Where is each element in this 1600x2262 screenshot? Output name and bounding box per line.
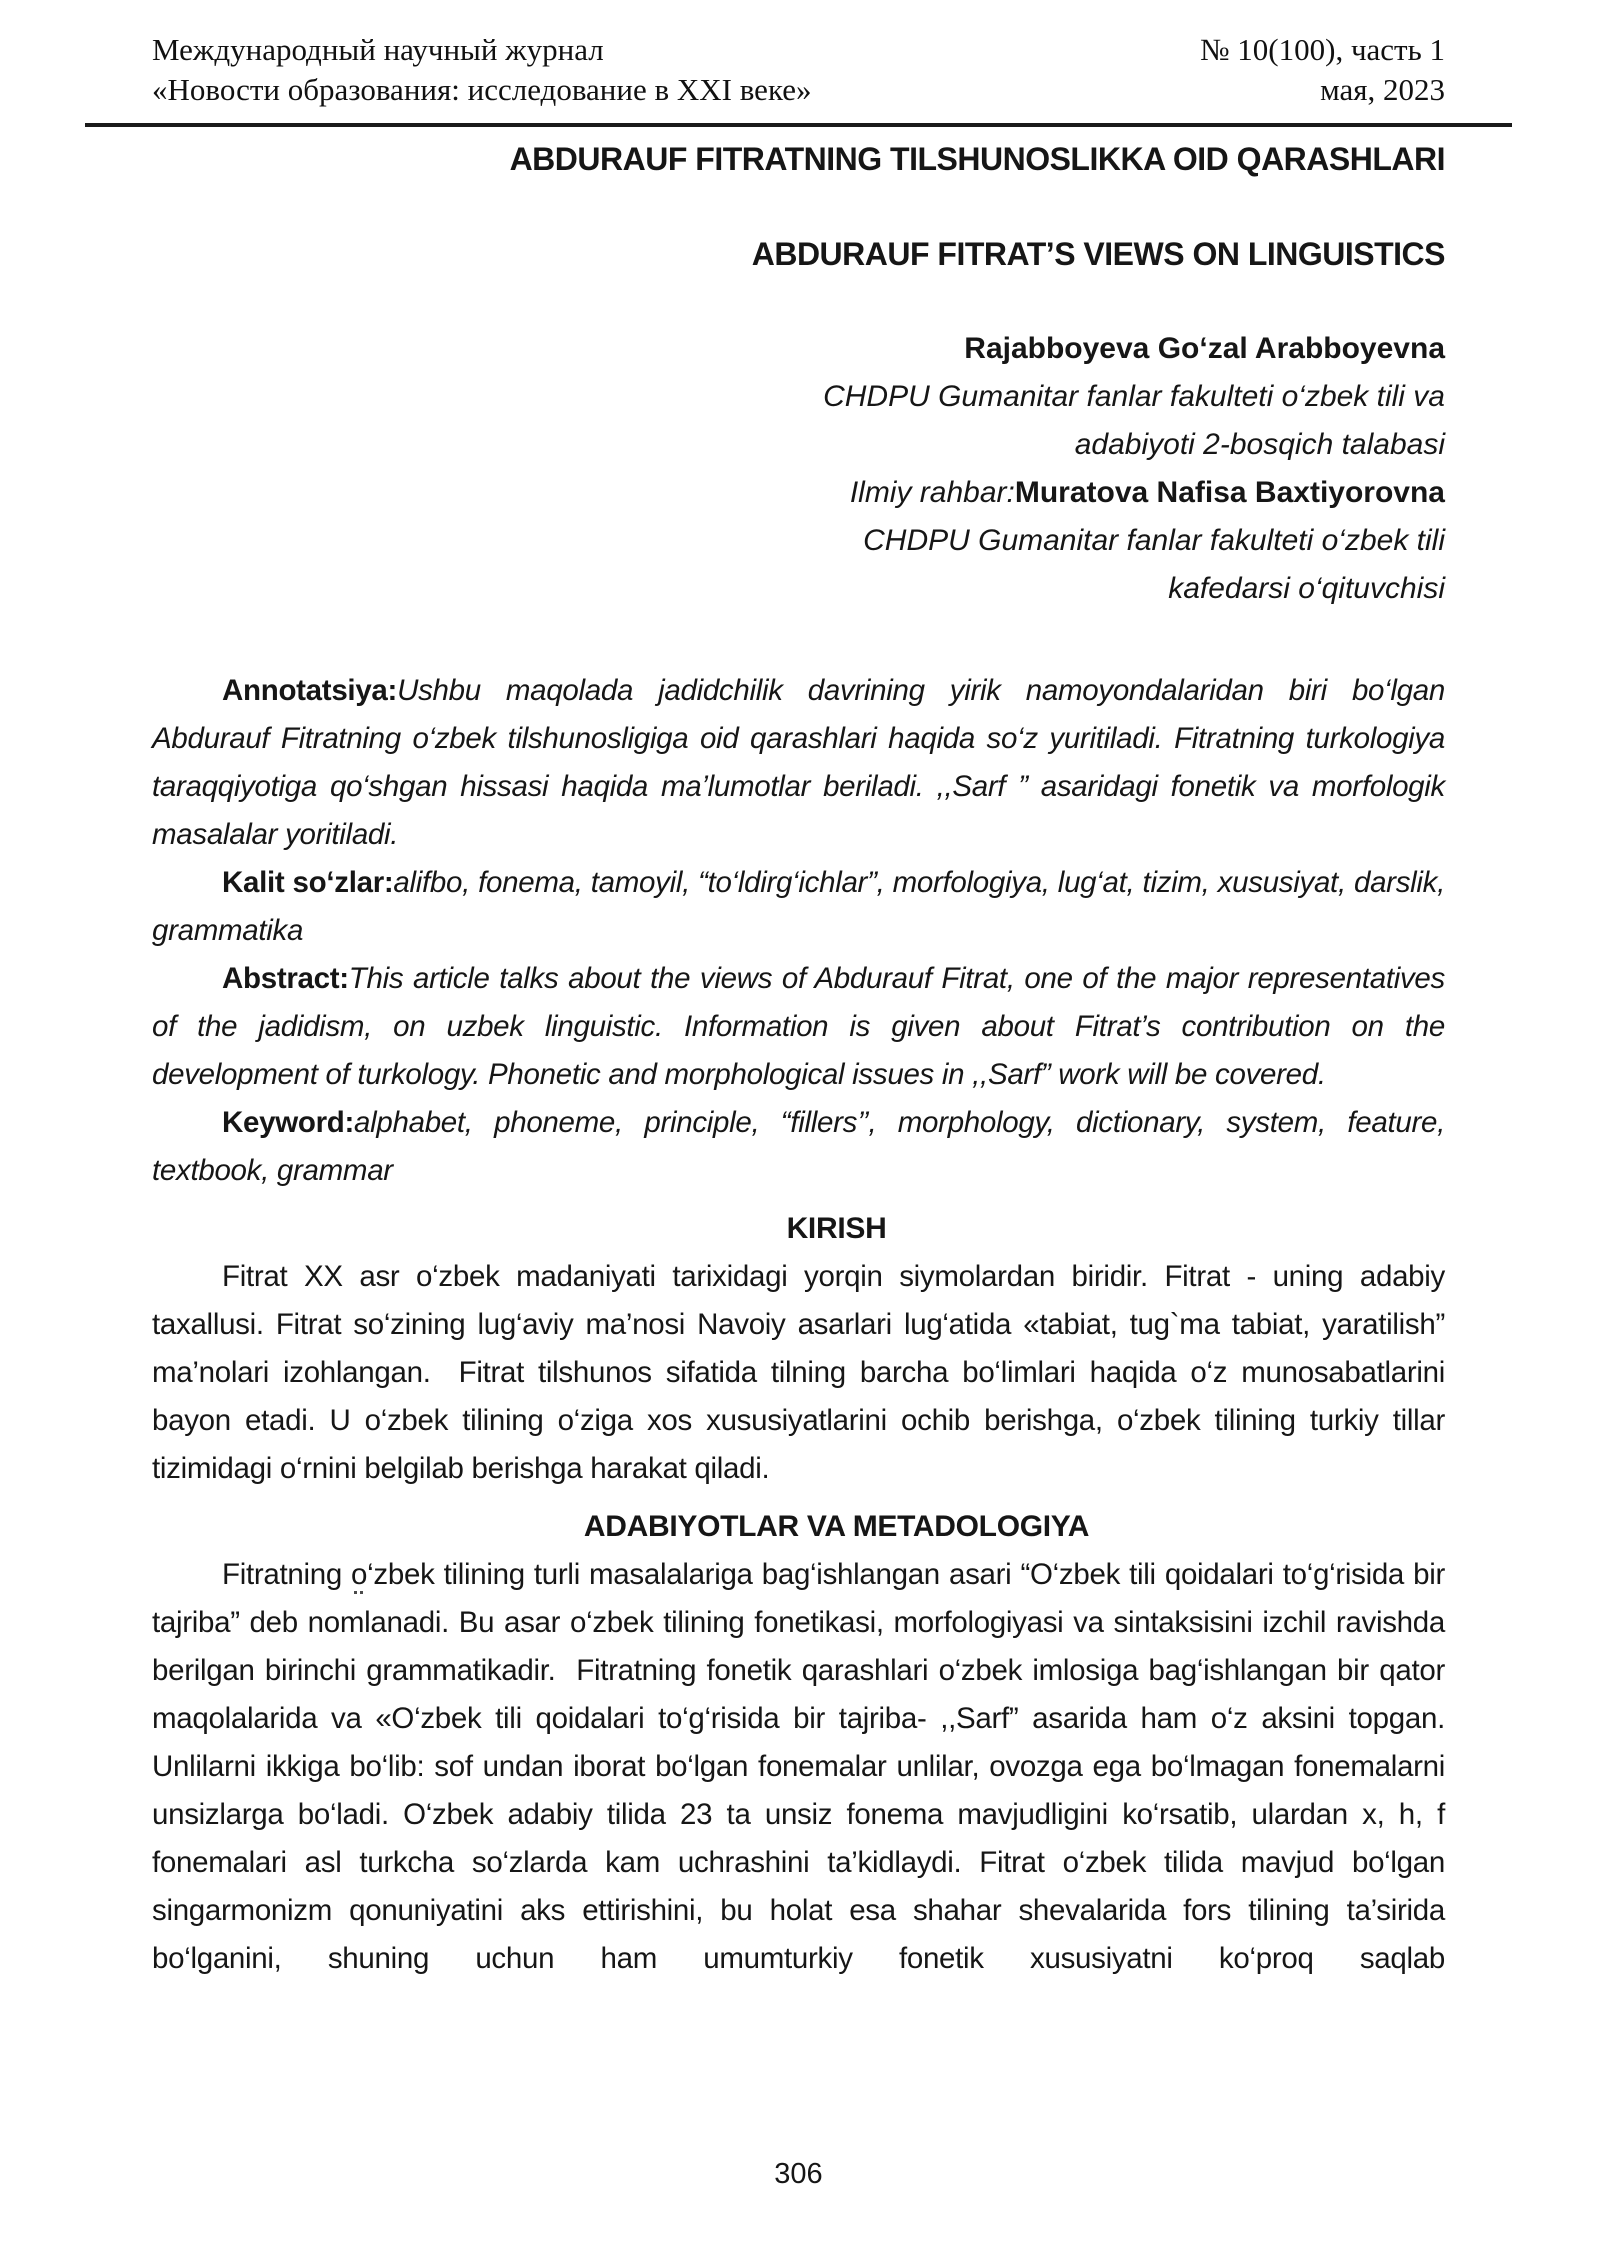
abstract-label: Abstract: (222, 962, 349, 995)
article-title-en: ABDURAUF FITRAT’S VIEWS ON LINGUISTICS (751, 236, 1445, 272)
section-heading-adabiyotlar: ADABIYOTLAR VA METADOLOGIYA (583, 1510, 1090, 1543)
advisor-label: Ilmiy rahbar: (849, 476, 1015, 509)
section-heading-kirish: KIRISH (786, 1212, 887, 1245)
kirish-paragraph: Fitrat XX asr o‘zbek madaniyati tarixidagi yorqin siymolardan biridir. Fitrat - uning adabiy taxallusi. Fitrat so‘zining lug‘aviy ma’nosi Navoiy asarlari lug‘atida «tabiat, tug`ma tabiat, yaratilish” ma’nolari izohlangan. Fitrat tilshunos sifatida tilning barcha bo‘limlari haqida o‘z munosabatlarini bayon etadi. U o‘zbek tilining o‘ziga xos xususiyatlarini ochib berishga, o‘zbek tilining turkiy tillar tizimidagi o‘rnini belgilab berishga harakat qiladi. (152, 1260, 1445, 1485)
journal-running-head (152, 30, 1445, 110)
journal-header-right (1200, 30, 1445, 110)
advisor-line (152, 469, 1445, 517)
annotation-text: Ushbu maqolada jadidchilik davrining yirik namoyondalaridan biri bo‘lgan Abdurauf Fitratning o‘zbek tilshunosligiga oid qarashlari haqida so‘z yuritiladi. Fitratning turkologiya taraqqiyotiga qo‘shgan hissasi haqida ma’lumotlar beriladi. ,,Sarf ” asaridagi fonetik va morfologik masalalar yoritiladi. (152, 674, 1445, 851)
advisor-affiliation-line2: kafedarsi o‘qituvchisi (1168, 572, 1445, 605)
keywords-uz-paragraph (152, 859, 1445, 955)
journal-subtitle: «Новости образования: исследование в XXI веке» (152, 72, 812, 107)
annotation-paragraph (152, 667, 1445, 859)
issue-number: № 10(100), часть 1 (1199, 32, 1445, 67)
keywords-uz-label: Kalit so‘zlar: (222, 866, 394, 899)
header-divider (85, 123, 1512, 127)
issue-date: мая, 2023 (1320, 72, 1445, 107)
journal-header-left (152, 30, 812, 110)
keywords-en-label: Keyword: (222, 1106, 355, 1139)
abstract-text: This article talks about the views of Abdurauf Fitrat, one of the major representatives of the jadidism, on uzbek linguistic. Information is given about Fitrat’s contribution on the development of turkology. Phonetic and morphological issues in ,,Sarf” work will be covered. (152, 962, 1445, 1091)
author-affiliation-line1: CHDPU Gumanitar fanlar fakulteti o‘zbek tili va (823, 380, 1445, 413)
keywords-en-paragraph (152, 1099, 1445, 1195)
author-affiliation-line2: adabiyoti 2-bosqich talabasi (1074, 428, 1445, 461)
journal-name: Международный научный журнал (152, 32, 604, 67)
adabiyotlar-text-before: Fitratning (222, 1558, 352, 1591)
article-title-uz: ABDURAUF FITRATNING TILSHUNOSLIKKA OID QARASHLARI (509, 141, 1445, 177)
adabiyotlar-paragraph (152, 1551, 1445, 1983)
advisor-affiliation-line1: CHDPU Gumanitar fanlar fakulteti o‘zbek tili (863, 524, 1445, 557)
abstract-paragraph (152, 955, 1445, 1099)
author-name: Rajabboyeva Go‘zal Arabboyevna (964, 332, 1445, 365)
spellcheck-marked-text: o‘ (351, 1558, 374, 1591)
adabiyotlar-text-after: zbek tilining turli masalalariga bag‘ishlangan asari “O‘zbek tili qoidalari to‘g‘risida bir tajriba” deb nomlanadi. Bu asar o‘zbek tilining fonetikasi, morfologiyasi va sintaksisini izchil ravishda berilgan birinchi grammatikadir. Fitratning fonetik qarashlari o‘zbek imlosiga bag‘ishlangan bir qator maqolalarida va «O‘zbek tili qoidalari to‘g‘risida bir tajriba- ,,Sarf” asarida ham o‘z aksini topgan. Unlilarni ikkiga bo‘lib: sof undan iborat bo‘lgan fonemalar unlilar, ovozga ega bo‘lmagan fonemalarni unsizlarga bo‘ladi. O‘zbek adabiy tilida 23 ta unsiz fonema mavjudligini ko‘rsatib, ulardan x, h, f fonemalari asl turkcha so‘zlarda kam uchrashini ta’kidlaydi. Fitrat o‘zbek tilida mavjud bo‘lgan singarmonizm qonuniyatini aks ettirishini, bu holat esa shahar shevalarida fors tilining ta’sirida bo‘lganini, shuning uchun ham umumturkiy fonetik xususiyatni ko‘proq saqlab (152, 1558, 1445, 1975)
page-number: 306 (774, 2158, 823, 2190)
annotation-label: Annotatsiya: (222, 674, 398, 707)
keywords-uz-text: alifbo, fonema, tamoyil, “to‘ldirg‘ichlar”, morfologiya, lug‘at, tizim, xususiyat, darslik, grammatika (152, 866, 1445, 947)
advisor-name: Muratova Nafisa Baxtiyorovna (1014, 476, 1445, 509)
author-block (152, 325, 1445, 613)
keywords-en-text: alphabet, phoneme, principle, “fillers’’, morphology, dictionary, system, feature, textbook, grammar (152, 1106, 1445, 1187)
